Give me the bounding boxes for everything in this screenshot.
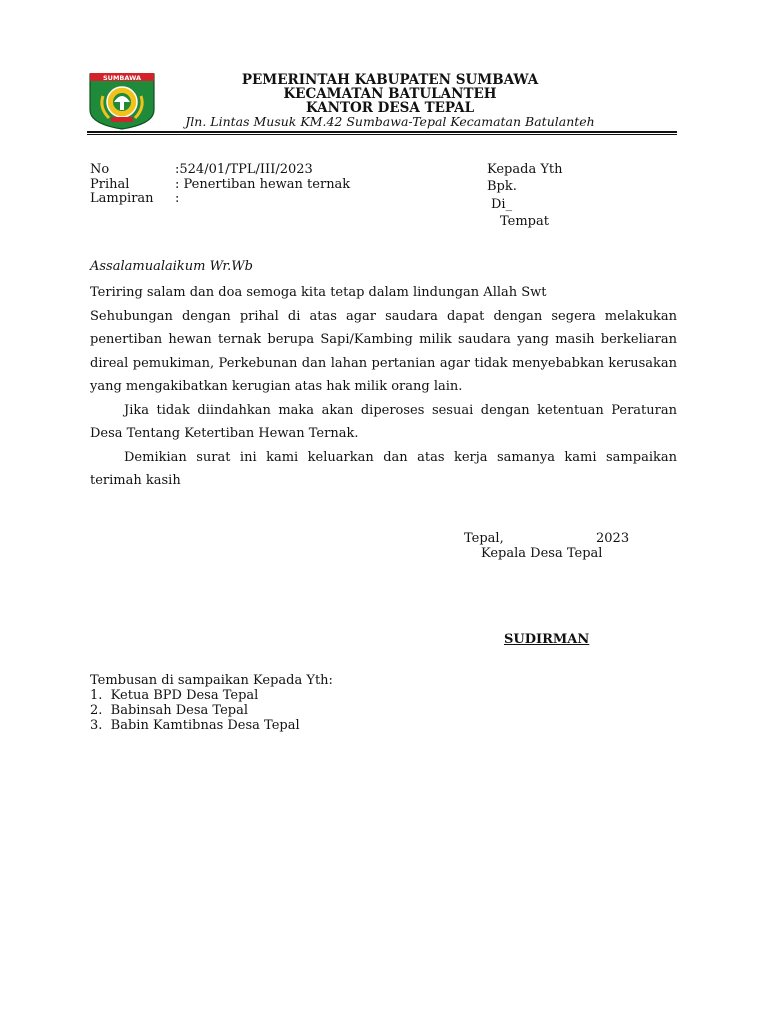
recipient-name: Bpk. <box>487 179 517 194</box>
letterhead-office: KANTOR DESA TEPAL <box>305 100 475 116</box>
signature-place: Tepal, <box>464 531 504 546</box>
letter-body <box>90 281 677 493</box>
subject-value: : Penertiban hewan ternak <box>175 177 351 192</box>
body-paragraph-4: Demikian surat ini kami keluarkan dan atas kerja samanya kami sampaikan terimah kasih <box>90 449 677 488</box>
cc-item-number: 3. <box>90 718 103 733</box>
greeting: Assalamualaikum Wr.Wb <box>90 259 253 274</box>
list-item <box>90 688 333 703</box>
letter-number-value: :524/01/TPL/III/2023 <box>175 162 313 177</box>
cc-item-number: 1. <box>90 688 103 703</box>
cc-list <box>90 673 333 733</box>
body-paragraph-3: Jika tidak diindahkan maka akan diperoses sesuai dengan ketentuan Peraturan Desa Tentang Ketertiban Hewan Ternak. <box>90 402 677 441</box>
letterhead-address: Jln. Lintas Musuk KM.42 Sumbawa-Tepal Kecamatan Batulanteh <box>185 114 595 129</box>
recipient-place: Tempat <box>500 214 549 229</box>
letterhead-divider-thick <box>87 131 677 133</box>
body-paragraph-1: Teriring salam dan doa semoga kita tetap dalam lindungan Allah Swt <box>90 285 547 300</box>
regency-emblem-icon <box>87 70 157 130</box>
attachment-label: Lampiran <box>90 191 154 206</box>
regency-logo <box>87 70 157 130</box>
recipient-salutation: Kepada Yth <box>487 162 563 177</box>
list-item <box>90 718 333 733</box>
logo-banner-text: SUMBAWA <box>102 74 142 82</box>
signatory-name: SUDIRMAN <box>504 632 590 647</box>
cc-item-text: Babin Kamtibnas Desa Tepal <box>110 718 300 733</box>
cc-heading: Tembusan di sampaikan Kepada Yth: <box>90 673 333 688</box>
subject-label: Prihal <box>90 177 130 192</box>
body-paragraph-2: Sehubungan dengan prihal di atas agar saudara dapat dengan segera melakukan penertiban hewan ternak berupa Sapi/Kambing milik saudara yang masih berkeliaran direal pemukiman, Perkebunan dan lahan pertanian agar tidak menyebabkan kerusakan yang mengakibatkan kerugian atas hak milik orang lain. <box>90 308 677 394</box>
attachment-value: : <box>175 191 180 206</box>
recipient-at: Di_ <box>491 197 513 212</box>
signature-year: 2023 <box>596 531 630 546</box>
signatory-title: Kepala Desa Tepal <box>481 546 603 561</box>
letterhead-divider-thin <box>87 134 677 135</box>
cc-item-text: Babinsah Desa Tepal <box>110 703 249 718</box>
letterhead-government: PEMERINTAH KABUPATEN SUMBAWA <box>241 72 539 88</box>
cc-item-number: 2. <box>90 703 103 718</box>
letterhead-district: KECAMATAN BATULANTEH <box>283 86 497 102</box>
letter-number-label: No <box>90 162 110 177</box>
list-item <box>90 703 333 718</box>
cc-item-text: Ketua BPD Desa Tepal <box>110 688 259 703</box>
